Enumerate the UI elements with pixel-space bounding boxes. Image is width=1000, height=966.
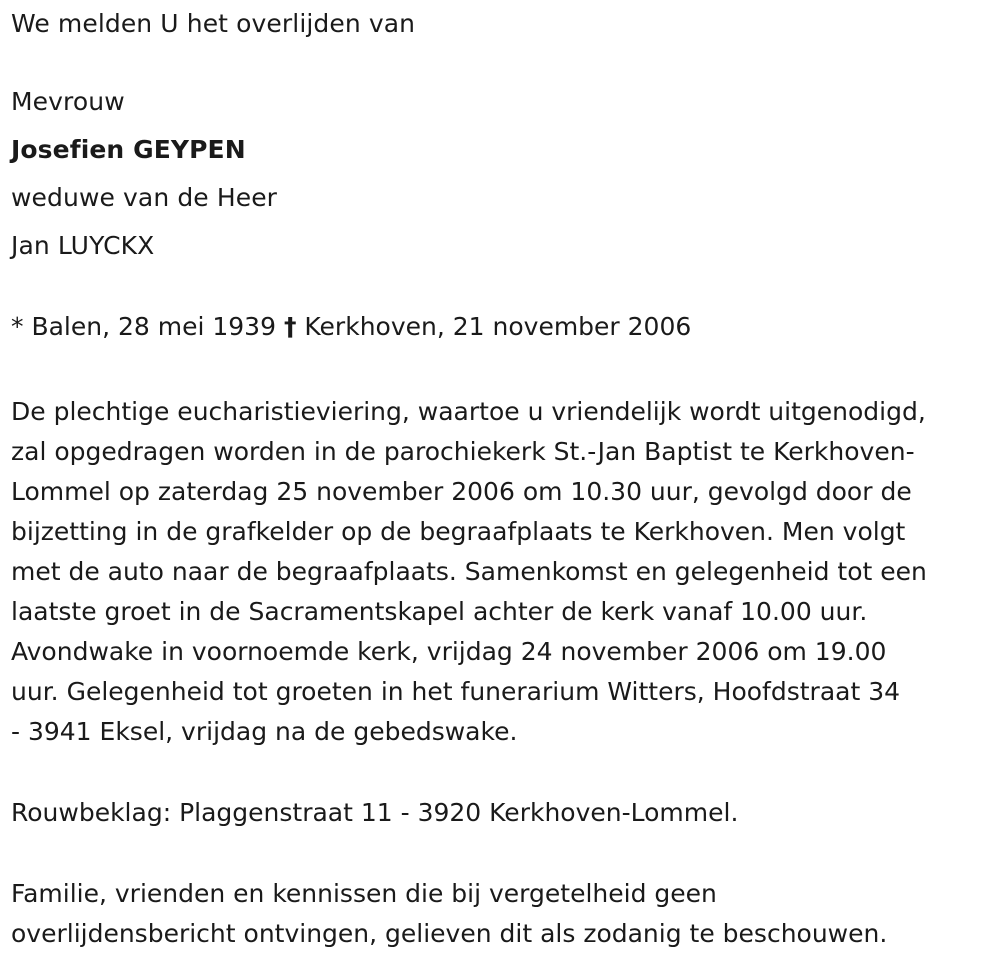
condolences-line: Rouwbeklag: Plaggenstraat 11 - 3920 Kerkhoven-Lommel.	[11, 798, 739, 827]
ceremony-line: bijzetting in de grafkelder op de begraafplaats te Kerkhoven. Men volgt	[11, 517, 906, 546]
ceremony-line: laatste groet in de Sacramentskapel achter de kerk vanaf 10.00 uur.	[11, 597, 868, 626]
cross-icon: †	[283, 312, 297, 341]
condolences-address	[11, 793, 1000, 833]
closing-line: Familie, vrienden en kennissen die bij vergetelheid geen	[11, 879, 717, 908]
ceremony-line: - 3941 Eksel, vrijdag na de gebedswake.	[11, 717, 518, 746]
ceremony-line: De plechtige eucharistieviering, waartoe u vriendelijk wordt uitgenodigd,	[11, 397, 926, 426]
death-info: Kerkhoven, 21 november 2006	[304, 312, 692, 341]
life-dates	[11, 303, 996, 351]
ceremony-line: met de auto naar de begraafplaats. Samenkomst en gelegenheid tot een	[11, 557, 927, 586]
spouse-name: Jan LUYCKX	[11, 231, 155, 260]
title-text: Mevrouw	[11, 87, 125, 116]
birth-info: * Balen, 28 mei 1939	[11, 312, 276, 341]
ceremony-line: uur. Gelegenheid tot groeten in het funerarium Witters, Hoofdstraat 34	[11, 677, 901, 706]
ceremony-line: Lommel op zaterdag 25 november 2006 om 10.30 uur, gevolgd door de	[11, 477, 912, 506]
ceremony-paragraph	[11, 392, 1000, 752]
deceased-name: Josefien GEYPEN	[11, 135, 246, 164]
closing-paragraph	[11, 874, 1000, 954]
relation-text: weduwe van de Heer	[11, 183, 278, 212]
death-notice	[11, 0, 996, 954]
closing-line: overlijdensbericht ontvingen, gelieven dit als zodanig te beschouwen.	[11, 919, 888, 948]
ceremony-line: Avondwake in voornoemde kerk, vrijdag 24 november 2006 om 19.00	[11, 637, 887, 666]
intro-text: We melden U het overlijden van	[11, 9, 416, 38]
ceremony-line: zal opgedragen worden in de parochiekerk St.-Jan Baptist te Kerkhoven-	[11, 437, 915, 466]
